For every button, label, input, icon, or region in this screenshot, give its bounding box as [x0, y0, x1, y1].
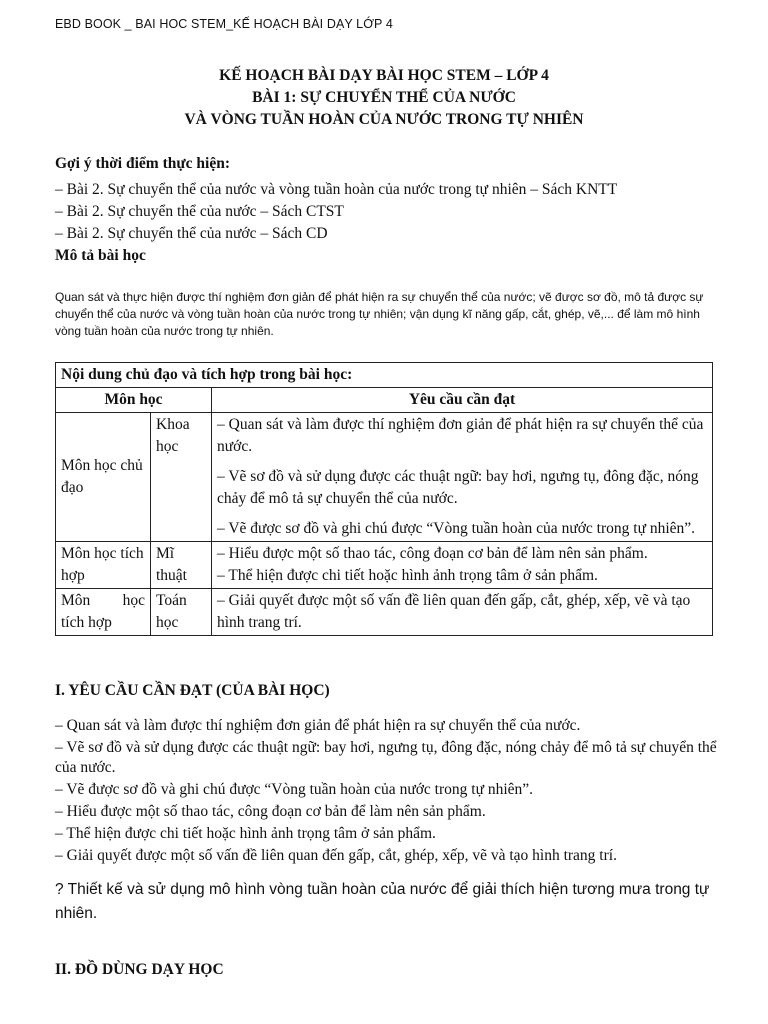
requirement-cell [212, 542, 713, 589]
section-1-item: – Hiểu được một số thao tác, công đoạn cơ bản để làm nên sản phẩm. [55, 803, 486, 820]
subject-group-cell [56, 589, 151, 636]
title-line-1: KẾ HOẠCH BÀI DẠY BÀI HỌC STEM – LỚP 4 [219, 67, 549, 84]
subject-cell: Toán học [151, 589, 212, 636]
subject-group-cell: Môn học tích hợp [56, 542, 151, 589]
table-row [56, 413, 713, 542]
section-2-heading: II. ĐỒ DÙNG DẠY HỌC [55, 961, 224, 978]
description-text: Quan sát và thực hiện được thí nghiệm đơn giản để phát hiện ra sự chuyển thể của nước; vẽ được sơ đồ, mô tả được sự chuyển thể của nước và vòng tuần hoàn của nước trong tự nhiên; vận dụng kĩ năng gấp, cắt, ghép, vẽ,... để làm mô hình vòng tuần hoàn của nước trong tự nhiên. [55, 290, 704, 338]
suggestion-item: – Bài 2. Sự chuyển thể của nước và vòng tuần hoàn của nước trong tự nhiên – Sách KNTT [55, 181, 618, 198]
subject-cell: Mĩ thuật [151, 542, 212, 589]
requirement-item: – Giải quyết được một số vấn đề liên quan đến gấp, cắt, ghép, xếp, vẽ và tạo hình trang trí. [217, 592, 691, 631]
table-row [56, 542, 713, 589]
requirement-item: – Vẽ được sơ đồ và ghi chú được “Vòng tuần hoàn của nước trong tự nhiên”. [217, 520, 696, 537]
suggestion-item: – Bài 2. Sự chuyển thể của nước – Sách CD [55, 225, 328, 242]
subject-group-line [61, 590, 145, 612]
title-line-3: VÀ VÒNG TUẦN HOÀN CỦA NƯỚC TRONG TỰ NHIÊN [184, 111, 584, 128]
title-line-2: BÀI 1: SỰ CHUYỂN THỂ CỦA NƯỚC [252, 89, 516, 106]
section-1-heading: I. YÊU CẦU CẦN ĐẠT (CỦA BÀI HỌC) [55, 682, 330, 699]
running-header: EBD BOOK _ BAI HOC STEM_KẾ HOẠCH BÀI DẠY LỚP 4 [55, 17, 393, 31]
section-1-item: – Vẽ sơ đồ và sử dụng được các thuật ngữ: bay hơi, ngưng tụ, đông đặc, nóng chảy để mô tả sự chuyển thể của nước. [55, 739, 717, 776]
table-caption: Nội dung chủ đạo và tích hợp trong bài học: [56, 363, 713, 388]
subject-group-word: học [122, 592, 145, 609]
subject-group-line: tích hợp [61, 614, 112, 631]
section-1-item: – Thể hiện được chi tiết hoặc hình ảnh trọng tâm ở sản phẩm. [55, 825, 436, 842]
suggestion-heading: Gợi ý thời điểm thực hiện: [55, 155, 231, 172]
column-header-requirement: Yêu cầu cần đạt [212, 388, 713, 413]
section-1-note: ? Thiết kế và sử dụng mô hình vòng tuần hoàn của nước để giải thích hiện tương mưa trong tự nhiên. [55, 881, 710, 922]
subject-cell: Khoa học [151, 413, 212, 542]
requirement-item: – Quan sát và làm được thí nghiệm đơn giản để phát hiện ra sự chuyển thể của nước. [217, 416, 704, 455]
section-1-item: – Giải quyết được một số vấn đề liên quan đến gấp, cắt, ghép, xếp, vẽ và tạo hình trang trí. [55, 847, 617, 864]
subject-group-word: Môn [61, 592, 91, 609]
column-header-subject: Môn học [56, 388, 212, 413]
description-heading: Mô tả bài học [55, 247, 146, 264]
table-caption-row [56, 363, 713, 388]
requirement-cell [212, 589, 713, 636]
suggestion-item: – Bài 2. Sự chuyển thể của nước – Sách CTST [55, 203, 344, 220]
requirement-cell [212, 413, 713, 542]
suggestion-list [55, 179, 617, 245]
document-title [0, 65, 768, 131]
requirement-item: – Thể hiện được chi tiết hoặc hình ảnh trọng tâm ở sản phẩm. [217, 567, 598, 584]
section-1-item: – Vẽ được sơ đồ và ghi chú được “Vòng tuần hoàn của nước trong tự nhiên”. [55, 781, 534, 798]
requirement-item: – Hiểu được một số thao tác, công đoạn cơ bản để làm nên sản phẩm. [217, 545, 648, 562]
table-header-row [56, 388, 713, 413]
table-row [56, 589, 713, 636]
requirement-item: – Vẽ sơ đồ và sử dụng được các thuật ngữ: bay hơi, ngưng tụ, đông đặc, nóng chảy để mô tả sự chuyển thể của nước. [217, 468, 699, 507]
subject-group-cell: Môn học chủ đạo [56, 413, 151, 542]
section-1-item: – Quan sát và làm được thí nghiệm đơn giản để phát hiện ra sự chuyển thể của nước. [55, 717, 581, 734]
content-table [55, 362, 713, 636]
section-1-list [55, 716, 720, 868]
